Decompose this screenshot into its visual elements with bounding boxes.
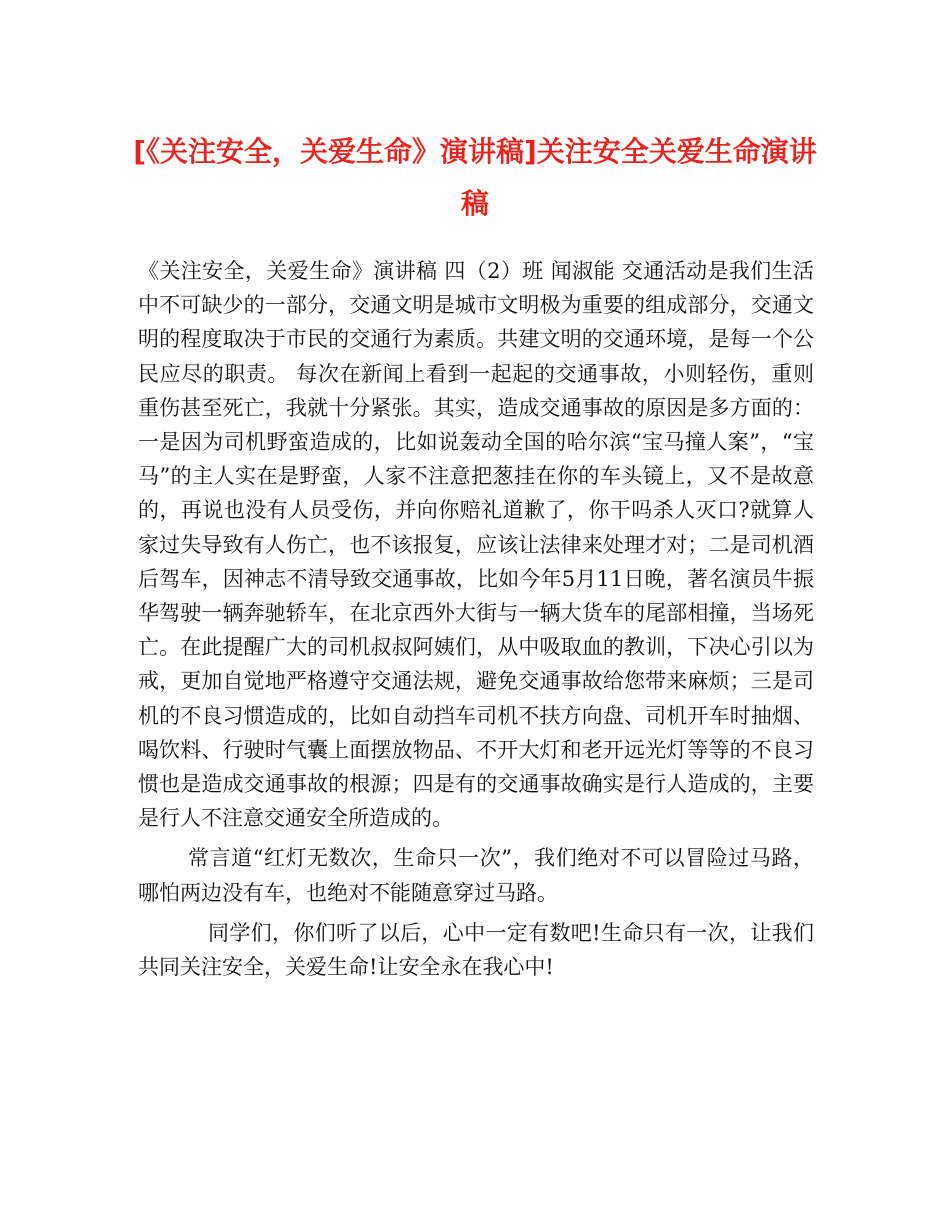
paragraph-3: 同学们，你们听了以后，心中一定有数吧!生命只有一次，让我们共同关注安全，关爱生命!让安全永在我心中!: [138, 920, 814, 980]
paragraph-1: 《关注安全，关爱生命》演讲稿 四（2）班 闻淑能 交通活动是我们生活中不可缺少的一部分，交通文明是城市文明极为重要的组成部分，交通文明的程度取决于市民的交通行为素质。共建文明的交通环境，是每一个公民应尽的职责。 每次在新闻上看到一起起的交通事故，小则轻伤，重则重伤甚至死亡，我就十分紧张。其实，造成交通事故的原因是多方面的：一是因为司机野蛮造成的，比如说轰动全国的哈尔滨“宝马撞人案”，“宝马”的主人实在是野蛮，人家不注意把葱挂在你的车头镜上，又不是故意的，再说也没有人员受伤，并向你赔礼道歉了，你干吗杀人灭口?就算人家过失导致有人伤亡，也不该报复，应该让法律来处理才对；二是司机酒后驾车，因神志不清导致交通事故，比如今年5月11日晚，著名演员牛振华驾驶一辆奔驰轿车，在北京西外大街与一辆大货车的尾部相撞，当场死亡。在此提醒广大的司机叔叔阿姨们，从中吸取血的教训，下决心引以为戒，更加自觉地严格遵守交通法规，避免交通事故给您带来麻烦；三是司机的不良习惯造成的，比如自动挡车司机不扶方向盘、司机开车时抽烟、喝饮料、行驶时气囊上面摆放物品、不开大灯和老开远光灯等等的不良习惯也是造成交通事故的根源；四是有的交通事故确实是行人造成的，主要是行人不注意交通安全所造成的。: [138, 259, 814, 831]
paragraph-2: 常言道“红灯无数次，生命只一次”，我们绝对不可以冒险过马路，哪怕两边没有车，也绝对不能随意穿过马路。: [138, 846, 814, 905]
document-title: [《关注安全，关爱生命》演讲稿]关注安全关爱生命演讲稿: [133, 135, 817, 220]
document-body: [138, 254, 814, 984]
